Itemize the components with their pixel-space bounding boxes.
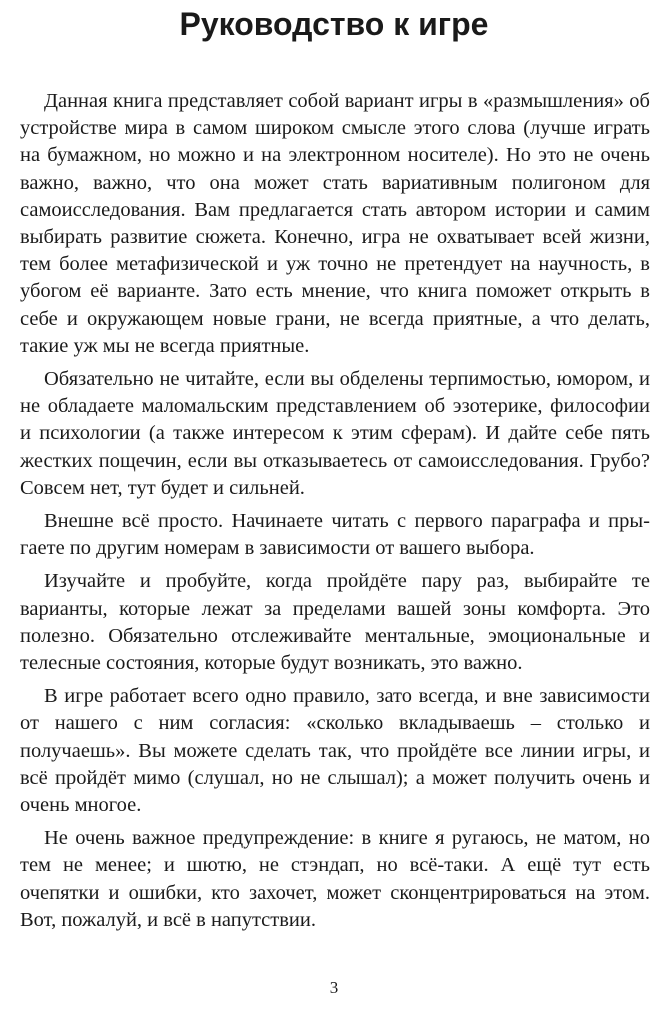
- paragraph-5: В игре работает всего одно правило, зато всегда, и вне зависимости от нашего с ним согласия: «сколько вкладываешь – столько и получаешь». Вы можете сделать так, что пройдёте все линии игры, и всё пройдёт мимо (слушал, но не слышал); а может получить очень и очень многое.: [20, 685, 650, 817]
- page-number: 3: [329, 978, 339, 997]
- paragraph-3: Внешне всё просто. Начинаете читать с первого параграфа и прыгаете по другим номерам в зависимости от вашего выбора.: [20, 510, 650, 560]
- paragraph-6: Не очень важное предупреждение: в книге я ругаюсь, не матом, но тем не менее; и шютю, не стэндап, но всё-таки. А ещё тут есть очепятки и ошибки, кто захочет, может сконцентрироваться на этом. Вот, пожалуй, и всё в напутствии.: [20, 827, 650, 931]
- paragraph-2: Обязательно не читайте, если вы обделены терпимостью, юмором, и не обладаете маломальским представлением об эзотерике, философии и психологии (а также интересом к этим сферам). И дайте себе пять жестких пощечин, если вы отказываетесь от самоисследования. Грубо? Совсем нет, тут будет и сильней.: [20, 368, 650, 499]
- page-title: Руководство к игре: [179, 6, 489, 42]
- paragraph-4: Изучайте и пробуйте, когда пройдёте пару раз, выбирайте те варианты, которые лежат за пределами вашей зоны комфорта. Это полезно. Обязательно отслеживайте ментальные, эмоциональные и телесные состояния, которые будут возникать, это важно.: [20, 570, 650, 675]
- body-text: [20, 88, 650, 940]
- paragraph-1: Данная книга представляет собой вариант игры в «размышления» об устройстве мира в самом широком смысле этого слова (лучше играть на бумажном, но можно и на электронном носителе). Но это не очень важно, важно, что она может стать вариативным полигоном для самоисследования. Вам предлагается стать автором истории и самим выбирать развитие сюжета. Конечно, игра не охватывает всей жизни, тем более метафизической и уж точно не претендует на научность, в убогом её варианте. Зато есть мнение, что книга поможет открыть в себе и окружающем новые грани, не всегда приятные, а что делать, такие уж мы не всегда приятные.: [20, 90, 650, 357]
